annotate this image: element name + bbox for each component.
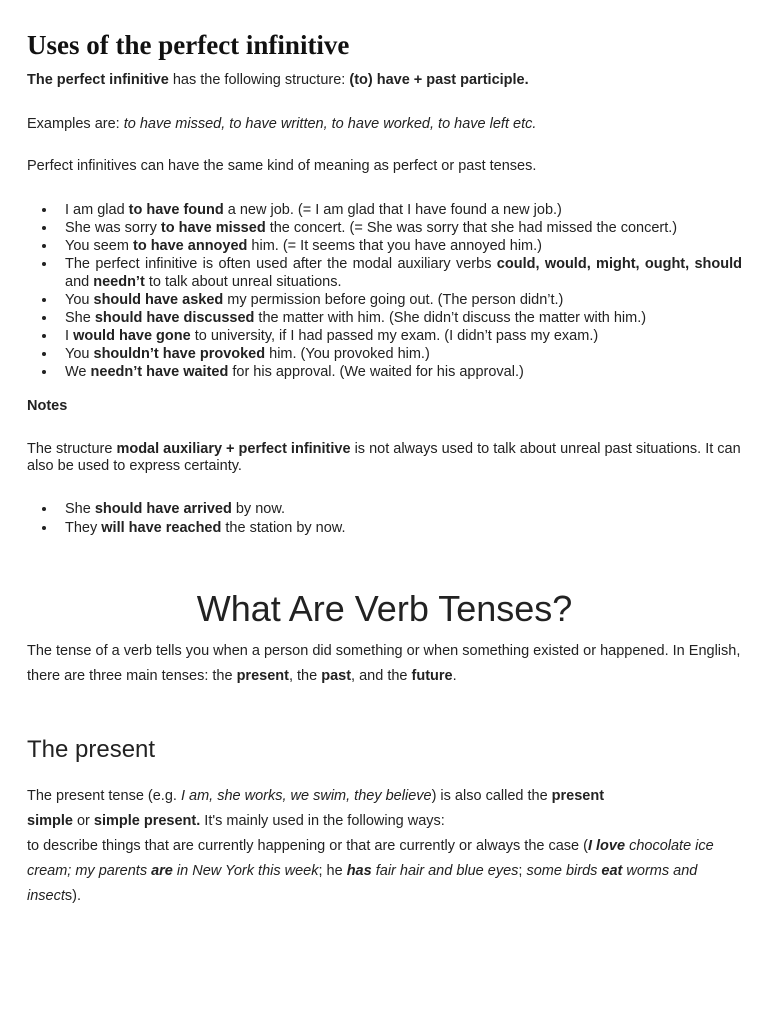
list-item: We needn’t have waited for his approval. (We waited for his approval.) <box>27 363 742 381</box>
examples-list <box>27 201 742 381</box>
present-heading: The present <box>27 736 156 763</box>
list-item: You shouldn’t have provoked him. (You provoked him.) <box>27 345 742 363</box>
verb-tenses-heading: What Are Verb Tenses? <box>196 588 573 629</box>
present-use: to describe things that are currently happening or that are currently or always the case (I love chocolate ice cream; my parents are in New York this week; he has fair hair and blue eyes; some birds eat worms and insects). <box>27 838 714 904</box>
notes-heading: Notes <box>27 398 68 414</box>
verb-tenses-intro: The tense of a verb tells you when a person did something or when something existed or happened. In English, there are three main tenses: the present, the past, and the future. <box>27 643 741 684</box>
list-item: You should have asked my permission before going out. (The person didn’t.) <box>27 291 742 309</box>
notes-list <box>27 500 742 538</box>
list-item: I am glad to have found a new job. (= I am glad that I have found a new job.) <box>27 201 742 219</box>
structure-term: The perfect infinitive <box>27 72 169 88</box>
list-item: The perfect infinitive is often used after the modal auxiliary verbs could, would, might, ought, should and needn’t to talk about unreal situations. <box>27 255 742 291</box>
list-item: She should have arrived by now. <box>27 500 742 519</box>
page-title: Uses of the perfect infinitive <box>27 30 350 60</box>
examples-lead: Examples are: <box>27 116 124 132</box>
examples-items: to have missed, to have written, to have worked, to have left etc. <box>123 116 537 132</box>
structure-text: has the following structure: <box>168 72 350 88</box>
notes-paragraph: The structure modal auxiliary + perfect infinitive is not always used to talk about unreal past situations. It can also be used to express certainty. <box>27 441 741 474</box>
examples-paragraph <box>27 116 742 133</box>
structure-formula: (to) have + past participle. <box>349 72 529 88</box>
list-item: She should have discussed the matter with him. (She didn’t discuss the matter with him.) <box>27 309 742 327</box>
list-item: They will have reached the station by now. <box>27 519 742 538</box>
structure-paragraph <box>27 72 742 89</box>
list-item: You seem to have annoyed him. (= It seems that you have annoyed him.) <box>27 237 742 255</box>
list-item: She was sorry to have missed the concert. (= She was sorry that she had missed the concert.) <box>27 219 742 237</box>
meaning-paragraph: Perfect infinitives can have the same kind of meaning as perfect or past tenses. <box>27 158 537 174</box>
list-item: I would have gone to university, if I had passed my exam. (I didn’t pass my exam.) <box>27 327 742 345</box>
present-intro: The present tense (e.g. I am, she works, we swim, they believe) is also called the present simple or simple present. It's mainly used in the following ways: <box>27 788 605 829</box>
